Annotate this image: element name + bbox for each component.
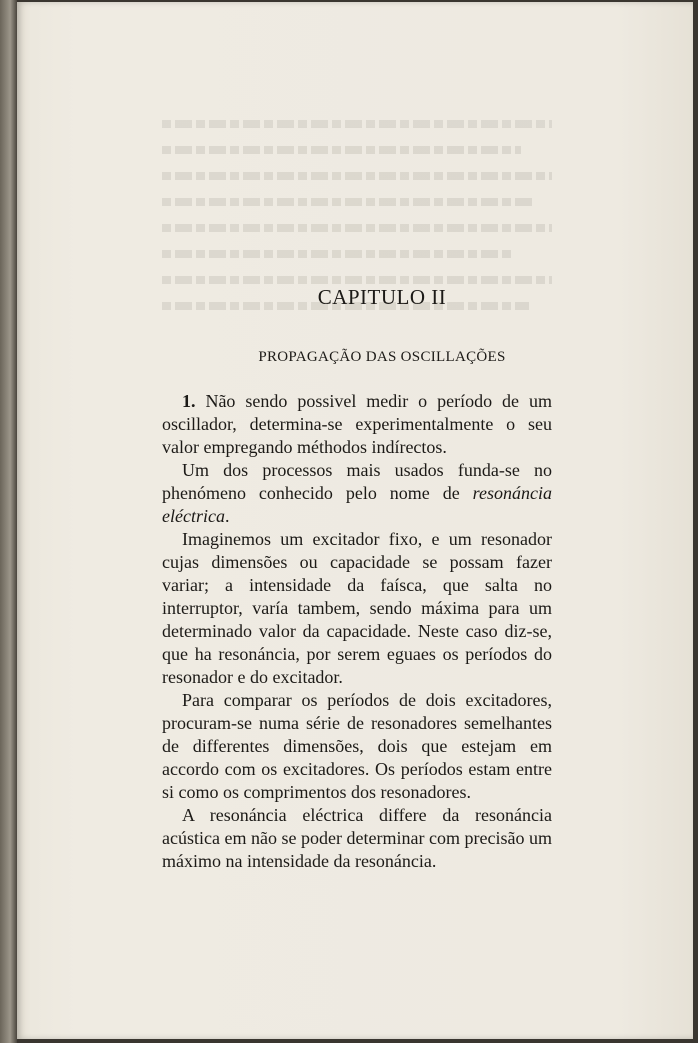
paragraph-1 [162, 390, 552, 459]
paragraph-1-text: Não sendo possivel medir o período de um oscillador, determina-se experimentalmente o seu valor empregando méthodos indírectos. [162, 391, 552, 457]
section-title: PROPAGAÇÃO DAS OSCILLAÇÕES [258, 349, 506, 365]
paragraph-2-emphasis: resonáncia eléctrica [162, 483, 552, 526]
body-text [162, 390, 552, 873]
paragraph-5: A resonáncia eléctrica differe da resonáncia acústica em não se poder determinar com precisão um máximo na intensidade da resonáncia. [162, 805, 552, 871]
show-through-text [162, 120, 552, 380]
paragraph-4: Para comparar os períodos de dois excitadores, procuram-se numa série de resonadores semelhantes de differentes dimensões, dois que estejam em accordo com os excitadores. Os períodos estam entre si como os comprimentos dos resonadores. [162, 690, 552, 802]
book-page [17, 2, 693, 1039]
paragraph-number: 1. [182, 391, 196, 411]
paragraph-2-text-after: . [224, 506, 230, 526]
book-spine-edge [0, 0, 17, 1043]
paragraph-3: Imaginemos um excitador fixo, e um resonador cujas dimensões ou capacidade se possam fazer variar; a intensidade da faísca, que salta no interruptor, varía tambem, sendo máxima para um determinado valor da capacidade. Neste caso diz-se, que ha resonáncia, por serem eguaes os períodos do resonador e do excitador. [162, 529, 552, 687]
paragraph-2 [162, 459, 552, 528]
chapter-title: CAPITULO II [317, 285, 447, 309]
paragraph-2-text-before: Um dos processos mais usados funda-se no phenómeno conhecido pelo nome de [162, 460, 552, 503]
